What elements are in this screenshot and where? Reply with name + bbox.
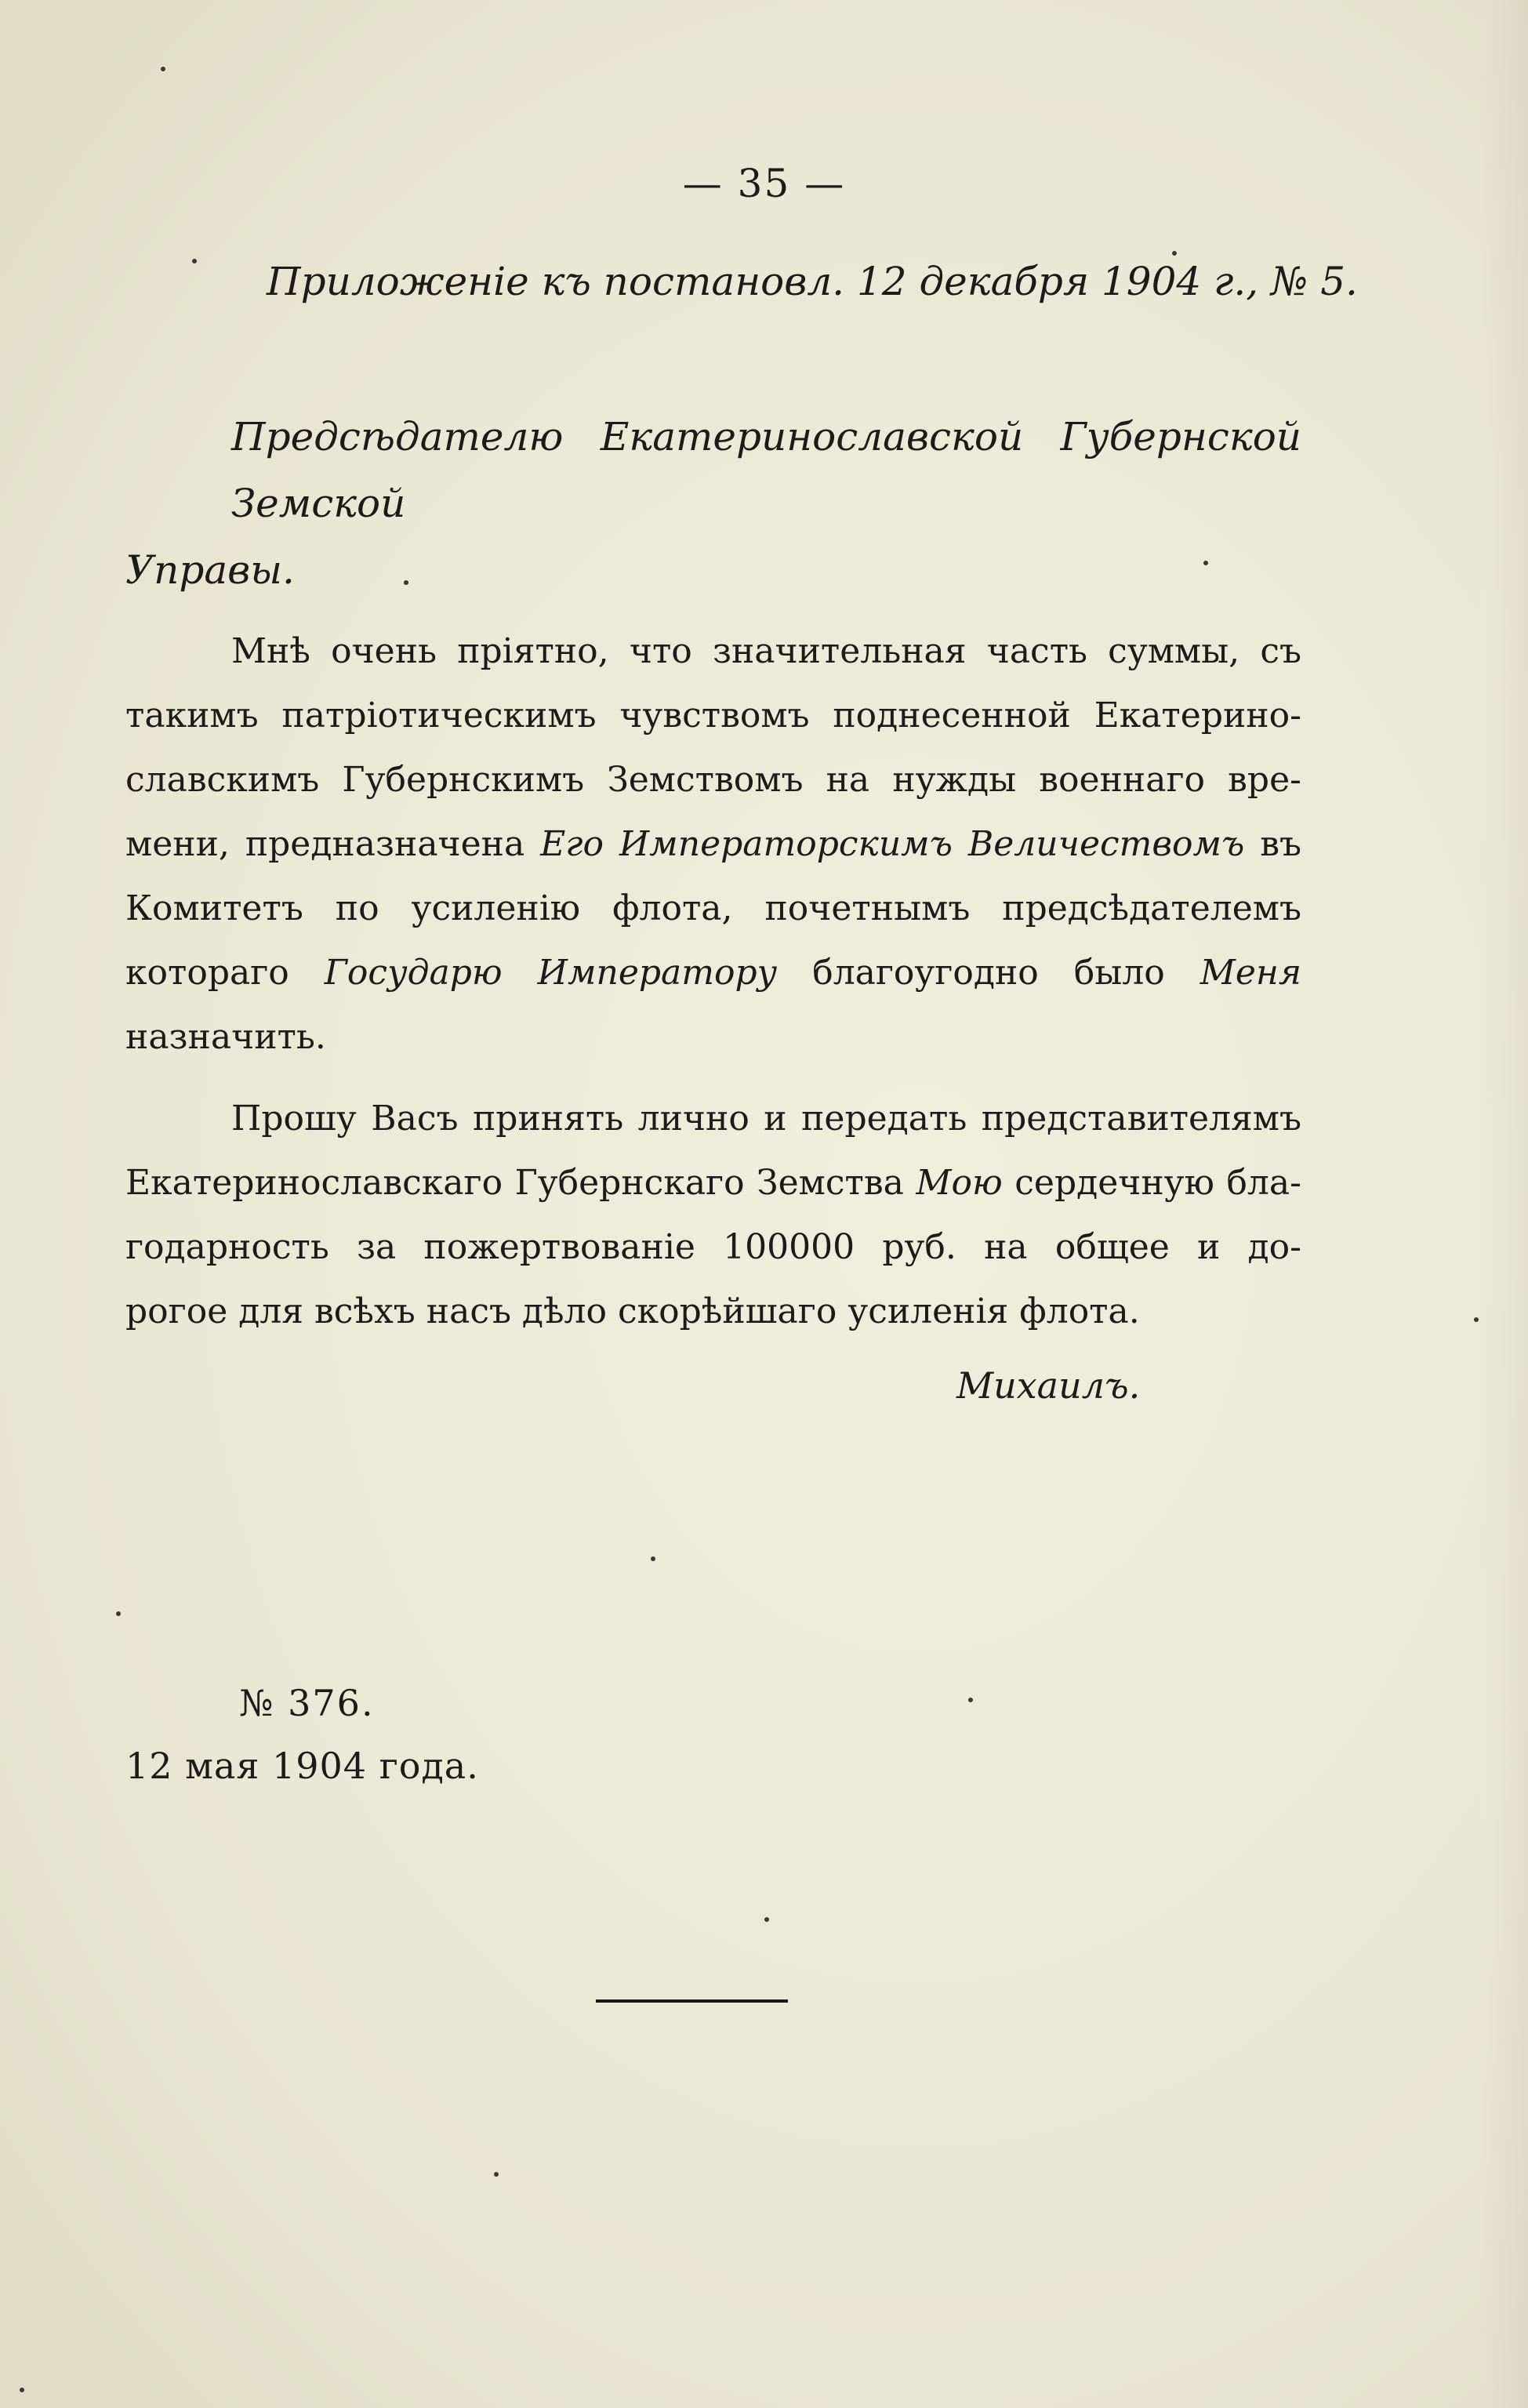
text-line: Мнѣ очень пріятно, что значительная часть суммы, съ xyxy=(231,631,1301,671)
text-line: славскимъ Губернскимъ Земствомъ на нужды военнаго вре- xyxy=(125,760,1301,800)
print-speck xyxy=(192,259,197,263)
text-line xyxy=(125,941,1301,1005)
print-speck xyxy=(1203,561,1208,565)
text-run: сердечную бла- xyxy=(1002,1163,1301,1203)
text-run: въ xyxy=(1244,824,1301,864)
emphasis-text: Меня xyxy=(1200,953,1301,993)
text-line: Прошу Васъ принять лично и передать представителямъ xyxy=(231,1099,1301,1139)
text-line xyxy=(125,1151,1301,1215)
print-speck xyxy=(116,1611,121,1616)
addressee-line: Предсѣдателю Екатеринославской Губернской Земской xyxy=(231,414,1301,526)
print-speck xyxy=(20,2388,24,2392)
text-line: рогое для всѣхъ насъ дѣло скорѣйшаго усиленія флота. xyxy=(125,1291,1140,1331)
print-speck xyxy=(1474,1317,1479,1322)
print-speck xyxy=(651,1556,655,1561)
page-number: — 35 — xyxy=(682,161,846,206)
emphasis-text: Его Императорскимъ Величествомъ xyxy=(540,824,1245,864)
emphasis-text: Мою xyxy=(916,1163,1003,1203)
paragraph-gap xyxy=(125,1070,1301,1087)
text-run: мени, предназначена xyxy=(125,824,541,864)
text-line xyxy=(125,812,1301,877)
text-run: котораго xyxy=(125,953,325,993)
paragraph-1 xyxy=(125,619,1301,1070)
addressee-line: Управы. xyxy=(125,547,295,593)
text-line: назначить. xyxy=(125,1017,326,1057)
emphasis-text: Государю Императору xyxy=(324,953,778,993)
page-edge-shadow xyxy=(1481,0,1528,2408)
text-run: благоугодно было xyxy=(777,953,1200,993)
closing-rule xyxy=(596,1999,788,2003)
print-speck xyxy=(161,67,165,71)
text-line: такимъ патріотическимъ чувствомъ поднесенной Екатерино- xyxy=(125,696,1301,735)
print-speck xyxy=(494,2172,499,2177)
print-speck xyxy=(404,580,408,585)
signature: Михаилъ. xyxy=(956,1364,1141,1407)
text-line: годарность за пожертвованіе 100000 руб. на общее и до- xyxy=(125,1227,1301,1267)
text-line: Комитетъ по усиленію флота, почетнымъ предсѣдателемъ xyxy=(125,888,1301,928)
print-speck xyxy=(764,1917,769,1922)
text-run: Екатеринославскаго Губернскаго Земства xyxy=(125,1163,916,1203)
print-speck xyxy=(968,1698,973,1702)
appendix-title: Приложеніе къ постановл. 12 декабря 1904 г., № 5. xyxy=(267,259,1358,304)
document-number: № 376. xyxy=(239,1682,375,1724)
print-speck xyxy=(1172,251,1177,256)
letter-body xyxy=(125,619,1301,1344)
addressee xyxy=(125,404,1301,604)
paragraph-2 xyxy=(125,1087,1301,1344)
document-date: 12 мая 1904 года. xyxy=(125,1745,479,1787)
